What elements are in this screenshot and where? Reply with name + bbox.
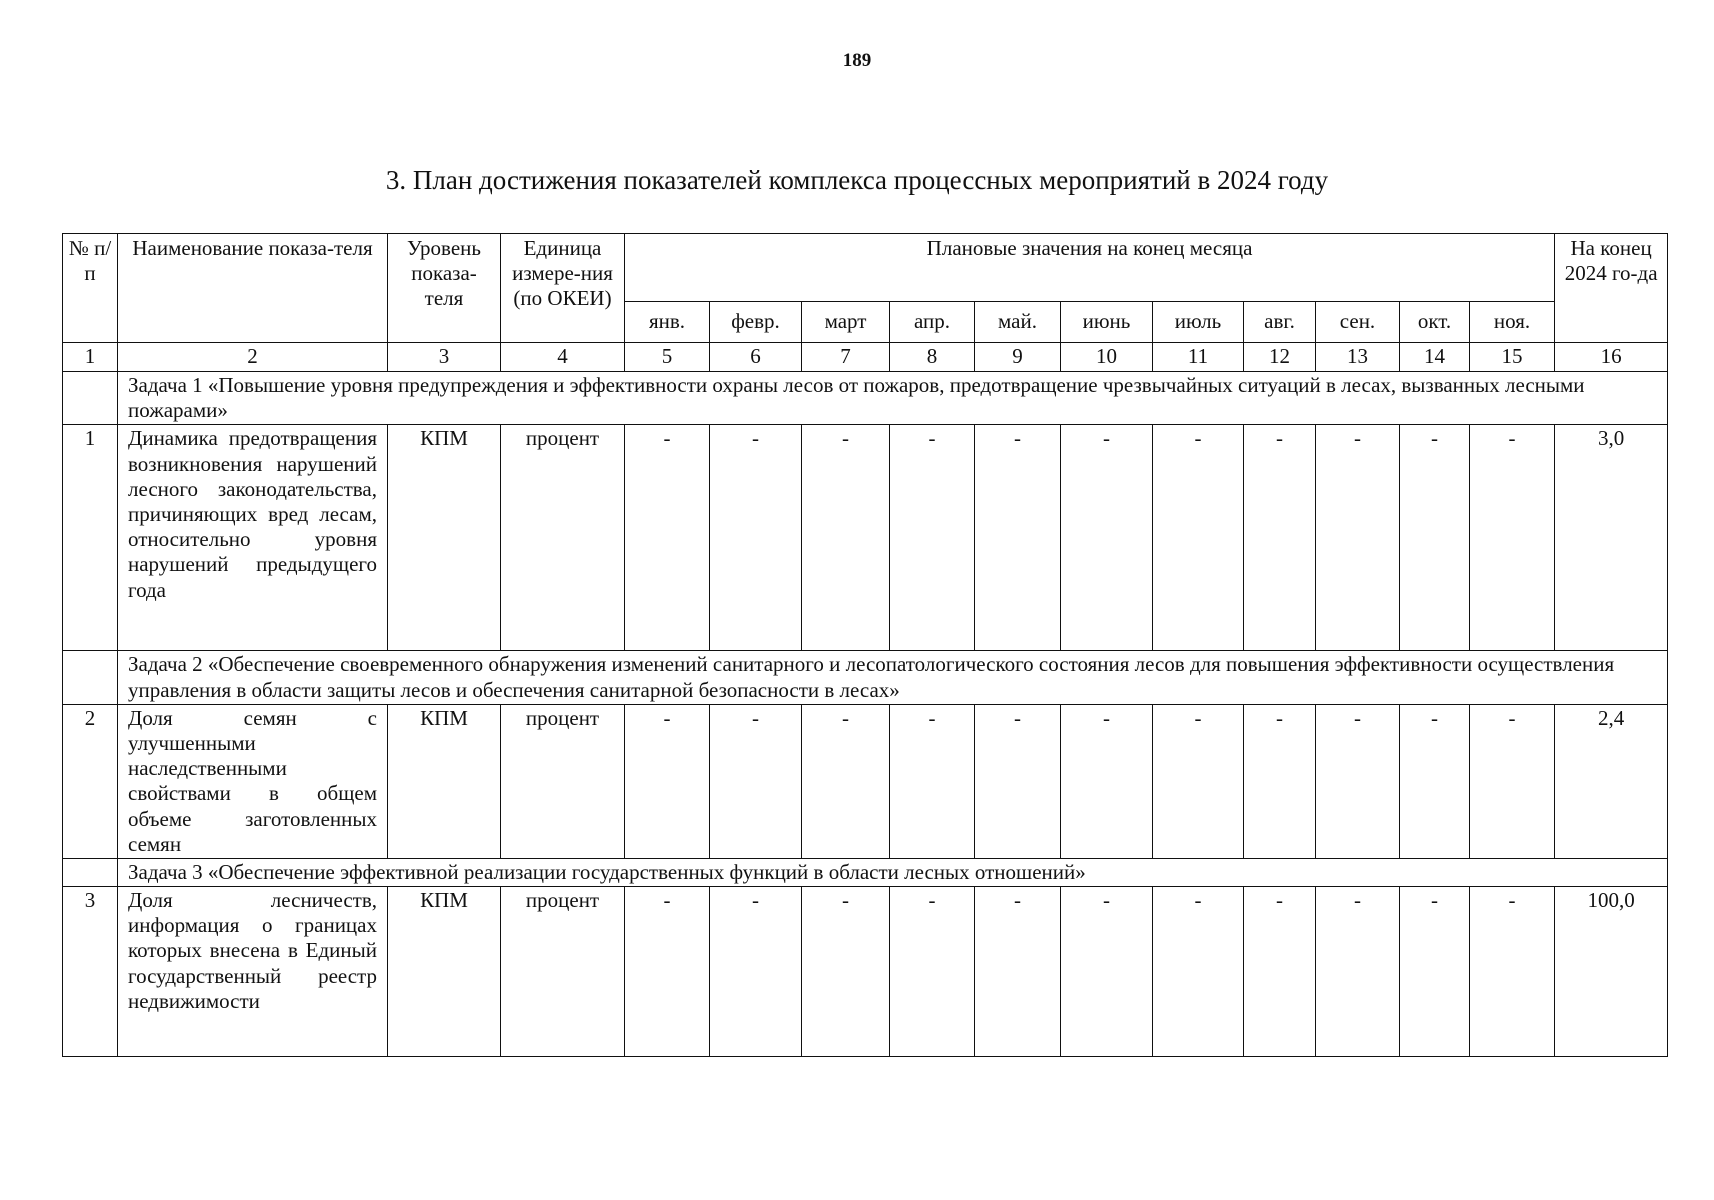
month-value: -: [1470, 425, 1555, 651]
indicator-row: [63, 425, 1668, 651]
header-month: май.: [975, 302, 1061, 343]
month-value: -: [1470, 704, 1555, 858]
header-month: янв.: [625, 302, 710, 343]
month-value: -: [890, 704, 975, 858]
indicator-name: Доля семян с улучшенными наследственными свойствами в общем объеме заготовленных семян: [118, 704, 388, 858]
year-end-value: 2,4: [1555, 704, 1668, 858]
task-title: Задача 3 «Обеспечение эффективной реализации государственных функций в области лесных отношений»: [118, 858, 1668, 886]
month-value: -: [1061, 887, 1153, 1057]
column-number: 15: [1470, 343, 1555, 372]
month-value: -: [1153, 425, 1244, 651]
month-value: -: [710, 887, 802, 1057]
indicator-row: [63, 887, 1668, 1057]
month-value: -: [975, 704, 1061, 858]
month-value: -: [890, 887, 975, 1057]
header-month: июль: [1153, 302, 1244, 343]
month-value: -: [802, 887, 890, 1057]
column-number: 2: [118, 343, 388, 372]
column-number: 7: [802, 343, 890, 372]
month-value: -: [625, 887, 710, 1057]
month-value: -: [1316, 425, 1400, 651]
column-number: 6: [710, 343, 802, 372]
indicator-name: Динамика предотвращения возникновения нарушений лесного законодательства, причиняющих вред лесам, относительно уровня нарушений предыдущего года: [118, 425, 388, 651]
column-number-row: [63, 343, 1668, 372]
month-value: -: [1400, 425, 1470, 651]
page-number: 189: [842, 50, 872, 71]
month-value: -: [890, 425, 975, 651]
indicator-num: 3: [63, 887, 118, 1057]
header-month: март: [802, 302, 890, 343]
header-level: Уровень показа-теля: [388, 234, 501, 343]
month-value: -: [1316, 887, 1400, 1057]
month-value: -: [625, 425, 710, 651]
month-value: -: [1400, 887, 1470, 1057]
task-title: Задача 1 «Повышение уровня предупреждения и эффективности охраны лесов от пожаров, предотвращение чрезвычайных ситуаций в лесах, вызванных лесными пожарами»: [118, 372, 1668, 425]
month-value: -: [1470, 887, 1555, 1057]
year-end-value: 100,0: [1555, 887, 1668, 1057]
header-unit: Единица измере-ния (по ОКЕИ): [501, 234, 625, 343]
month-value: -: [1400, 704, 1470, 858]
month-value: -: [625, 704, 710, 858]
column-number: 11: [1153, 343, 1244, 372]
month-value: -: [710, 425, 802, 651]
header-month: сен.: [1316, 302, 1400, 343]
indicator-unit: процент: [501, 425, 625, 651]
month-value: -: [975, 425, 1061, 651]
plan-table: [62, 233, 1668, 1057]
header-month: ноя.: [1470, 302, 1555, 343]
indicator-num: 1: [63, 425, 118, 651]
indicator-name: Доля лесничеств, информация о границах которых внесена в Единый государственный реестр недвижимости: [118, 887, 388, 1057]
column-number: 1: [63, 343, 118, 372]
column-number: 10: [1061, 343, 1153, 372]
document-title: 3. План достижения показателей комплекса процессных мероприятий в 2024 году: [385, 165, 1329, 195]
month-value: -: [1244, 704, 1316, 858]
year-end-value: 3,0: [1555, 425, 1668, 651]
month-value: -: [975, 887, 1061, 1057]
month-value: -: [1153, 887, 1244, 1057]
indicator-level: КПМ: [388, 887, 501, 1057]
header-plan: Плановые значения на конец месяца: [625, 234, 1555, 302]
column-number: 8: [890, 343, 975, 372]
task-row: [63, 651, 1668, 704]
header-month: февр.: [710, 302, 802, 343]
column-number: 12: [1244, 343, 1316, 372]
indicator-unit: процент: [501, 887, 625, 1057]
column-number: 9: [975, 343, 1061, 372]
month-value: -: [802, 704, 890, 858]
month-value: -: [710, 704, 802, 858]
column-number: 13: [1316, 343, 1400, 372]
header-month: июнь: [1061, 302, 1153, 343]
column-number: 14: [1400, 343, 1470, 372]
indicator-unit: процент: [501, 704, 625, 858]
month-value: -: [1153, 704, 1244, 858]
column-number: 5: [625, 343, 710, 372]
month-value: -: [802, 425, 890, 651]
indicator-num: 2: [63, 704, 118, 858]
month-value: -: [1316, 704, 1400, 858]
header-month: авг.: [1244, 302, 1316, 343]
task-row: [63, 858, 1668, 886]
month-value: -: [1061, 425, 1153, 651]
task-row: [63, 372, 1668, 425]
month-value: -: [1244, 887, 1316, 1057]
header-name: Наименование показа-теля: [118, 234, 388, 343]
task-title: Задача 2 «Обеспечение своевременного обнаружения изменений санитарного и лесопатологического состояния лесов для повышения эффективности осуществления управления в области защиты лесов и обеспечения санитарной безопасности в лесах»: [118, 651, 1668, 704]
month-value: -: [1061, 704, 1153, 858]
column-number: 3: [388, 343, 501, 372]
indicator-level: КПМ: [388, 425, 501, 651]
header-num: № п/п: [63, 234, 118, 343]
indicator-level: КПМ: [388, 704, 501, 858]
header-month: окт.: [1400, 302, 1470, 343]
header-year-end: На конец 2024 го-да: [1555, 234, 1668, 343]
column-number: 4: [501, 343, 625, 372]
column-number: 16: [1555, 343, 1668, 372]
month-value: -: [1244, 425, 1316, 651]
indicator-row: [63, 704, 1668, 858]
header-month: апр.: [890, 302, 975, 343]
